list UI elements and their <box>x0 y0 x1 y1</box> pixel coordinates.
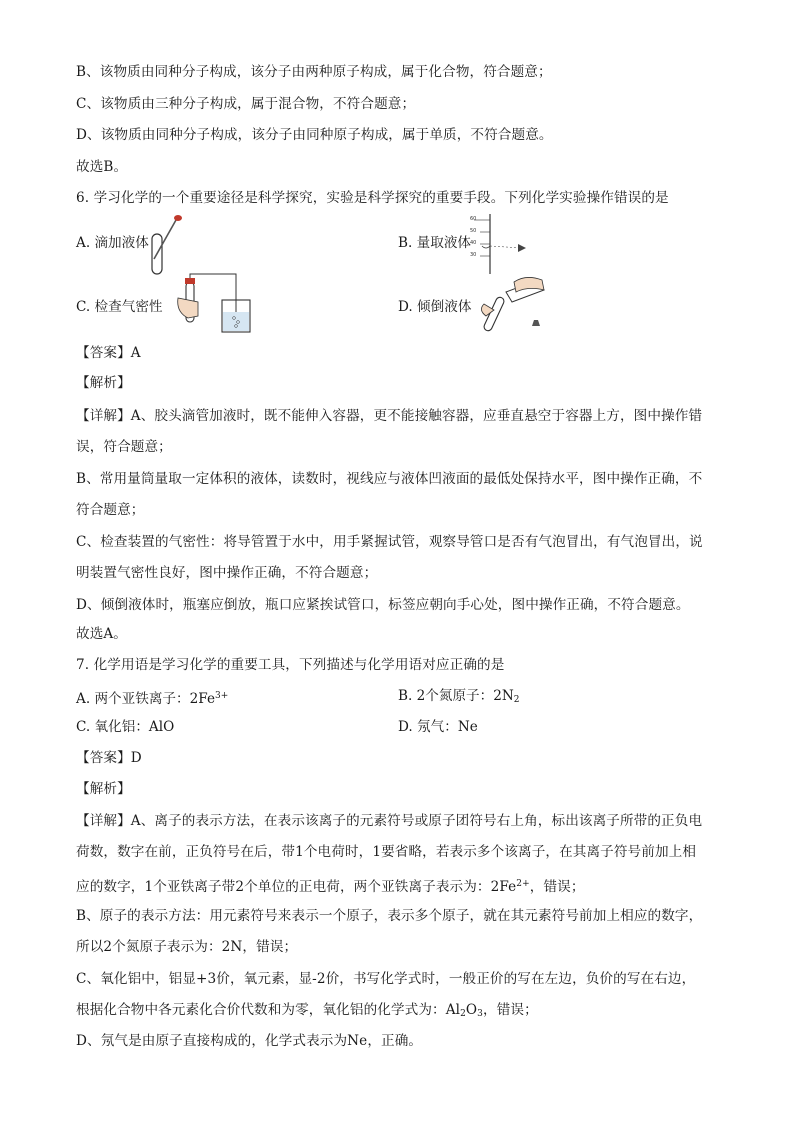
q6-answer: 【答案】A <box>76 345 141 361</box>
hand-icon <box>178 298 198 318</box>
tick-label: 50 <box>470 228 477 234</box>
text-line: 明装置气密性良好，图中操作正确，不符合题意； <box>76 565 378 581</box>
q6-option-b: B. 量取液体 <box>398 235 472 251</box>
text-line: D、倾倒液体时，瓶塞应倒放，瓶口应紧挨试管口，标签应朝向手心处，图中操作正确，不符合题意。 <box>76 597 690 613</box>
stopper <box>185 278 195 284</box>
text-line: 故选B。 <box>76 159 128 175</box>
meniscus <box>482 246 490 248</box>
text-line: 根据化合物中各元素化合价代数和为零，氧化铝的化学式为：$Al_2O_3$，错误； <box>76 1002 538 1019</box>
tick-label: 30 <box>470 252 477 258</box>
text-line: 故选A。 <box>76 626 127 642</box>
question-7-stem: 7. 化学用语是学习化学的重要工具，下列描述与化学用语对应正确的是 <box>76 657 505 673</box>
text-line: B、常用量筒量取一定体积的液体，读数时，视线应与液体凹液面的最低处保持水平，图中操作正确，不 <box>76 471 703 487</box>
q7-option-d: D. 氖气：Ne <box>398 719 478 735</box>
dropper-figure <box>140 214 190 276</box>
text-line: C、检查装置的气密性：将导管置于水中，用手紧握试管，观察导管口是否有气泡冒出，有气泡冒出，说 <box>76 534 703 550</box>
q7-option-b: B. 2个氮原子：$2N_2$ <box>398 688 520 705</box>
question-6-stem: 6. 学习化学的一个重要途径是科学探究，实验是科学探究的重要手段。下列化学实验操作错误的是 <box>76 190 669 206</box>
dropper-bulb <box>174 215 182 221</box>
q7-answer: 【答案】D <box>76 750 142 766</box>
eye-icon <box>518 244 526 252</box>
text-line: 误，符合题意； <box>76 439 172 455</box>
text-line: B、原子的表示方法：用元素符号来表示一个原子，表示多个原子，就在其元素符号前加上相应的数字， <box>76 908 703 924</box>
tick-label: 40 <box>470 240 477 246</box>
q6-analysis-label: 【解析】 <box>76 375 131 391</box>
q7-option-c: C. 氧化铝：AlO <box>76 719 175 735</box>
text-line: 所以2个氮原子表示为：2N，错误； <box>76 939 298 955</box>
q6-option-c: C. 检查气密性 <box>76 299 163 315</box>
text-line: 【详解】A、离子的表示方法，在表示该离子的元素符号或原子团符号右上角，标出该离子所带的正负电 <box>76 813 703 829</box>
q7-option-a: A. 两个亚铁离子：$2Fe^{3+}$ <box>76 691 229 707</box>
measuring-cylinder-figure <box>470 212 530 276</box>
text-line: C、氧化铝中，铝显+3价，氧元素，显-2价，书写化学式时，一般正价的写在左边，负价的写在右边， <box>76 971 696 987</box>
dropper-tube <box>154 220 176 259</box>
airtightness-figure <box>176 272 256 336</box>
q7-analysis-label: 【解析】 <box>76 781 131 797</box>
text-line: 荷数，数字在前，正负符号在后，带1个电荷时，1要省略，若表示多个该离子，在其离子符号前加上相 <box>76 844 697 860</box>
sight-line <box>490 246 522 248</box>
text-line: C、该物质由三种分子构成，属于混合物，不符合题意； <box>76 96 416 112</box>
q6-option-d: D. 倾倒液体 <box>398 299 472 315</box>
text-line: B、该物质由同种分子构成，该分子由两种原子构成，属于化合物，符合题意； <box>76 64 552 80</box>
water <box>223 312 249 331</box>
q6-option-a: A. 滴加液体 <box>76 235 149 251</box>
text-line: D、该物质由同种分子构成，该分子由同种原子构成，属于单质，不符合题意。 <box>76 127 553 143</box>
text-line: 应的数字，1个亚铁离子带2个单位的正电荷，两个亚铁离子表示为：$2Fe^{2+}$，错误； <box>76 879 585 895</box>
text-line: D、氖气是由原子直接构成的，化学式表示为Ne，正确。 <box>76 1033 423 1049</box>
text-line: 【详解】A、胶头滴管加液时，既不能伸入容器，更不能接触容器，应垂直悬空于容器上方，图中操作错 <box>76 408 703 424</box>
tick-label: 60 <box>470 216 477 222</box>
text-line: 符合题意； <box>76 502 145 518</box>
pouring-figure <box>476 274 550 336</box>
stopper-inverted <box>532 320 540 326</box>
